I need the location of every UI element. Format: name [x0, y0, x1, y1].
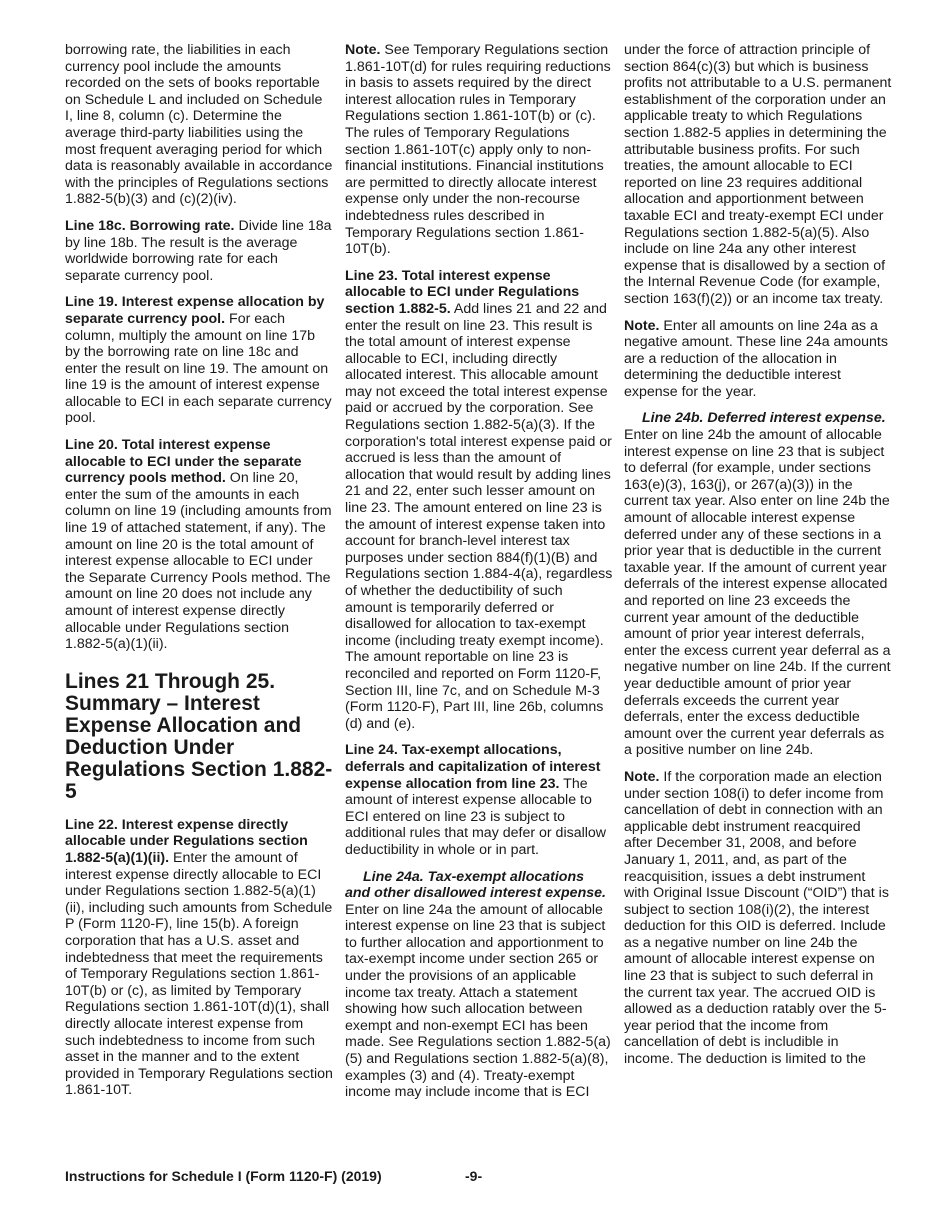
column-left [65, 42, 333, 1109]
note-body: See Temporary Regulations section 1.861-10T(d) for rules requiring reductions in basis to assets required by the direct interest allocation rules in Temporary Regulations section 1.861-10T(b) or (c). The rules of Temporary Regulations section 1.861-10T(c) apply only to non-financial institutions. Financial institutions are permitted to directly allocate interest expense only under the non-recourse indebtedness rules described in Temporary Regulations section 1.861-10T(b). [345, 42, 611, 258]
column-right [624, 42, 892, 1078]
footer-title: Instructions for Schedule I (Form 1120-F) (2019) [65, 1168, 382, 1184]
column-middle [345, 42, 613, 1111]
line-20-body: On line 20, enter the sum of the amounts in each column on line 19 (including amounts from line 19 of attached statement, if any). The amount on line 20 is the total amount of interest expense allocable to ECI under the Separate Currency Pools method. The amount on line 20 does not include any amount of interest expense directly allocable under Regulations section 1.882-5(a)(1)(ii). [65, 470, 332, 653]
line-23-body: Add lines 21 and 22 and enter the result on line 23. This result is the total amount of interest expense allocable to ECI, including directly allocated interest. This allocable amount may not exceed the total interest expense paid or accrued by the corporation. See Regulations section 1.882-5(a)(3). If the corporation's total interest expense paid or accrued is less than the amount of allocation that would result by adding lines 21 and 22, enter such lesser amount on line 23. The amount entered on line 23 is the amount of interest expense taken into account for branch-level interest tax purposes under section 884(f)(1)(B) and Regulations section 1.884-4(a), regardless of whether the deductibility of such amount is temporarily deferred or disallowed for allocation to tax-exempt income (including treaty exempt income). The amount reportable on line 23 is reconciled and reported on Form 1120-F, Section III, line 7c, and on Schedule M-3 (Form 1120-F), Part III, line 26b, columns (d) and (e). [345, 300, 613, 732]
paragraph-line-22 [65, 817, 333, 1099]
paragraph-line-24b [624, 410, 892, 758]
line-24-heading: Line 24. Tax-exempt allocations, deferrals and capitalization of interest expense allocation from line 23. [345, 742, 601, 792]
paragraph-note [345, 42, 613, 258]
note-body: If the corporation made an election under section 108(i) to defer income from cancellation of debt in connection with an applicable debt instrument reacquired after December 31, 2008, and before January 1, 2011, and, as part of the reacquisition, issues a debt instrument with Original Issue Discount (“OID”) that is subject to section 108(i)(2), the interest deduction for this OID is deferred. Include as a negative number on line 24b the amount of allocable interest expense on line 23 that is subject to such deferral in the current tax year. The accrued OID is allowed as a deduction ratably over the 5-year period that the income from cancellation of debt is includible in income. The deduction is limited to the [624, 768, 889, 1068]
line-22-heading: Line 22. Interest expense directly allocable under Regulations section 1.882-5(a)(1)(ii). [65, 816, 308, 866]
section-heading-lines-21-25: Lines 21 Through 25. Summary – Interest Expense Allocation and Deduction Under Regulations Section 1.882-5 [65, 669, 333, 803]
note-label: Note. [624, 317, 660, 334]
paragraph-line-18c [65, 218, 333, 284]
line-24b-body: Enter on line 24b the amount of allocable interest expense on line 23 that is subject to deferral (for example, under sections 163(e)(3), 163(j), or 267(a)(3)) in the current tax year. Also enter on line 24b the amount of allocable interest expense deferred under any of these sections in a prior year that is deductible in the current taxable year. If the amount of current year deferrals of the interest expense allocated and reported on line 23 exceeds the current year amount of the deductible amount of prior year interest deferrals, enter the excess current year deferral as a negative number on line 24b. If the current year deductible amount of prior year deferrals exceeds the current year deferrals, enter the excess deductible amount over the current year deferrals as a positive number on line 24b. [624, 427, 891, 759]
paragraph-note-24a [624, 318, 892, 401]
line-24-body: The amount of interest expense allocable to ECI entered on line 23 is subject to additional rules that may defer or disallow deductibility in whole or in part. [345, 775, 607, 858]
paragraph-line-23 [345, 268, 613, 733]
line-24a-heading: Line 24a. Tax-exempt allocations and other disallowed interest expense. [345, 868, 606, 902]
line-23-heading: Line 23. Total interest expense allocable to ECI under Regulations section 1.882-5. [345, 267, 580, 317]
line-20-heading: Line 20. Total interest expense allocable to ECI under the separate currency pools method. [65, 437, 302, 487]
line-19-body: For each column, multiply the amount on line 17b by the borrowing rate on line 18c and enter the result on line 19. The amount on line 19 is the amount of interest expense allocable to ECI in each separate currency pool. [65, 310, 332, 427]
paragraph-line-20 [65, 437, 333, 653]
line-18c-body: Divide line 18a by line 18b. The result is the average worldwide borrowing rate for each separate currency pool. [65, 217, 332, 284]
note-body: Enter all amounts on line 24a as a negative amount. These line 24a amounts are a reduction of the allocation in determining the deductible interest expense for the year. [624, 317, 888, 400]
paragraph-note-108i [624, 769, 892, 1068]
paragraph-line-19 [65, 294, 333, 427]
line-24b-heading: Line 24b. Deferred interest expense. [642, 410, 886, 427]
note-label: Note. [624, 768, 660, 785]
line-22-body: Enter the amount of interest expense directly allocable to ECI under Regulations section 1.882-5(a)(1)(ii), including such amounts from Schedule P (Form 1120-F), line 15(b). A foreign corporation that has a U.S. asset and indebtedness that meet the requirements of Temporary Regulations section 1.861-10T(b) or (c), as limited by Temporary Regulations section 1.861-10T(d)(1), shall directly allocate interest expense from such indebtedness to income from such asset in the manner and to the extent provided in Temporary Regulations section 1.861-10T. [65, 849, 333, 1099]
page-footer [65, 1168, 885, 1188]
paragraph-line-24a [345, 869, 613, 1101]
paragraph-line-24 [345, 742, 613, 858]
page-number: -9- [465, 1168, 483, 1184]
paragraph-continued: borrowing rate, the liabilities in each currency pool include the amounts recorded on the sets of books reportable on Schedule L and included on Schedule I, line 8, column (c). Determine the average third-party liabilities using the most frequent averaging period for which data is reasonably available in accordance with the principles of Regulations sections 1.882-5(b)(3) and (c)(2)(iv). [65, 42, 333, 208]
note-label: Note. [345, 42, 381, 58]
line-24a-body: Enter on line 24a the amount of allocable interest expense on line 23 that is subject to further allocation and apportionment to tax-exempt income under section 265 or under the provisions of an applicable income tax treaty. Attach a statement showing how such allocation between exempt and non-exempt ECI has been made. See Regulations section 1.882-5(a)(5) and Regulations section 1.882-5(a)(8), examples (3) and (4). Treaty-exempt income may include income that is ECI [345, 901, 611, 1101]
paragraph-continued-24a: under the force of attraction principle of section 864(c)(3) but which is business profits not attributable to a U.S. permanent establishment of the corporation under an applicable treaty to which Regulations section 1.882-5 applies in determining the attributable business profits. For such treaties, the amount allocable to ECI reported on line 23 requires additional allocation and apportionment between taxable ECI and treaty-exempt ECI under Regulations section 1.882-5(a)(5). Also include on line 24a any other interest expense that is disallowed by a section of the Internal Revenue Code (for example, section 163(f)(2)) or an income tax treaty. [624, 42, 892, 307]
line-18c-heading: Line 18c. Borrowing rate. [65, 217, 235, 234]
line-19-heading: Line 19. Interest expense allocation by separate currency pool. [65, 294, 325, 327]
